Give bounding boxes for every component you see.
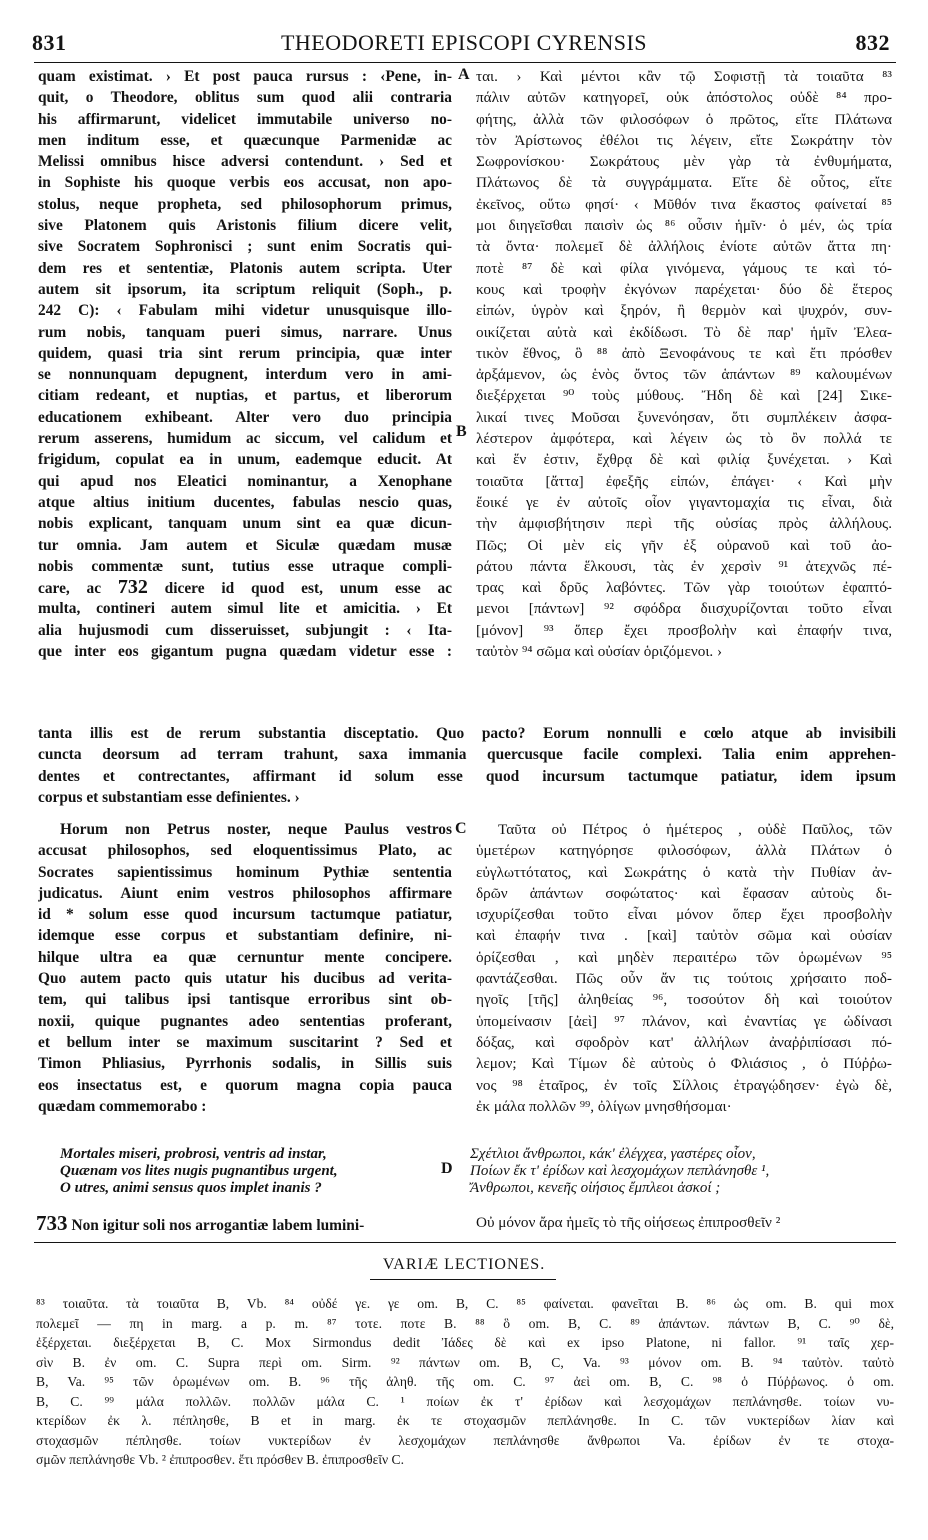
- latin-text-line: que inter eos gigantum pugna quædam videtur esse :: [38, 643, 452, 661]
- header-rule: [34, 62, 896, 63]
- greek-text-line: λέστερον ἀμφότερα, καὶ λέγειν ὡς τὸ ὂν πολλά τε: [476, 430, 892, 448]
- latin-text-line: id * solum esse quod incursum tactumque patiatur,: [38, 906, 452, 924]
- greek-text-line: Πλάτωνος δὲ τὰ συγγράμματα. Εἴτε δὲ οὗτος, εἴτε: [476, 174, 892, 192]
- variae-lectiones-heading: VARIÆ LECTIONES.: [382, 1256, 546, 1273]
- variant-reading-line: B, C. ⁹⁹ μάλα πολλῶν. πολλῶν μάλα C. ¹ ποίων ἐκ τ' ἐρίδων καὶ λεσχομάχων πεπλάνησθε. τοίων νυ-: [36, 1393, 894, 1409]
- greek-text-line: ράτου πάντα ἕλκουσι, τὰς ἐν χερσὶν ⁹¹ ἀτεχνῶς πέ-: [476, 557, 892, 575]
- greek-text-line: καὶ ἕν ἐστιν, ἔχθρᾳ δὲ καὶ φιλίᾳ ξυνέχεται. › Καὶ: [476, 451, 892, 469]
- column-number-733: 733: [36, 1211, 68, 1235]
- variant-reading-line: πολεμεῖ — πη in marg. a p. m. ⁸⁷ τοτε. ποτε B. ⁸⁸ ὃ om. B, C. ⁸⁹ ἁπάντων. πάντων B, C. ⁹⁰ δὲ,: [36, 1315, 894, 1331]
- latin-text-line: judicatus. Aiunt enim vestros philosophos affirmare: [38, 884, 452, 902]
- latin-text-line: quidem, quasi tria sint rerum principia, quæ inter: [38, 344, 452, 362]
- greek-text-line: νος ⁹⁸ ἑταῖρος, ἐν τοῖς Σίλλοις ἐτραγῴδησεν· ἐγὼ δὲ,: [476, 1076, 892, 1094]
- latin-text-line: nobis explicant, tanquam unum sint ea quæ dicun-: [38, 515, 452, 533]
- greek-text-line: λικαί τινες Μοῦσαι ξυνενόησαν, ὅτι συμπλέκειν ἀσφα-: [476, 408, 892, 426]
- greek-text-line: ται. › Καὶ μέντοι κἂν τῷ Σοφιστῇ τὰ τοιαῦτα ⁸³: [476, 68, 892, 85]
- latin-text-line: multa, contineri autem simul lite et amicitia. › Et: [38, 600, 452, 618]
- greek-text-line: πάλιν αὐτῶν κατηγορεῖ, οὐκ ἀπόστολος οὐδὲ ⁸⁴ προ-: [476, 89, 892, 107]
- greek-text-line: οικίζεται αὐτὰ καὶ ἐκδίδωσι. Τὸ δὲ παρ' ἡμῖν Ἐλεα-: [476, 323, 892, 341]
- variant-reading-line: ⁸³ τοιαῦτα. τὰ τοιαῦτα B, Vb. ⁸⁴ οὐδέ γε. γε om. B, C. ⁸⁵ φαίνεται. φανεῖται B. ⁸⁶ ὡς om. B. qui mox: [36, 1296, 894, 1311]
- greek-verse-line: Ἄνθρωποι, κενεῆς οἰήσιος ἔμπλεοι ἀσκοί ;: [470, 1180, 721, 1196]
- full-width-text-line: corpus et substantiam esse definientes. ›: [38, 788, 300, 806]
- page-number-right: 832: [855, 30, 890, 55]
- latin-text-line: stolus, neque propheta, sed philosophorum primus,: [38, 195, 452, 213]
- latin-verse-line: Mortales miseri, probrosi, ventris ad instar,: [60, 1146, 327, 1162]
- latin-text-line: nobis commentæ sunt, tutius esse utraque compli-: [38, 557, 452, 575]
- latin-text-line: [38, 577, 452, 598]
- latin-text-line: quædam commemorabo :: [38, 1097, 207, 1115]
- greek-text-line: [μόνον] ⁹³ ὅπερ ἔχει προσβολὴν καὶ ἐπαφήν τινα,: [476, 621, 892, 639]
- page-header: [0, 30, 928, 60]
- greek-final-line: Οὐ μόνον ἄρα ἡμεῖς τὸ τῆς οἰήσεως ἐπιπροσθεῖν ²: [476, 1214, 781, 1231]
- greek-text-line: ἀρξάμενον, ὡς ἑνὸς ὄντος τῶν ἁπάντων ⁸⁹ καλουμένων: [476, 366, 892, 384]
- greek-verse-line: Σχέτλιοι ἄνθρωποι, κάκ' ἐλέγχεα, γαστέρες οἷον,: [470, 1146, 756, 1162]
- margin-mark-a: A: [458, 66, 470, 83]
- greek-text-line: Πῶς; Οἱ μὲν εἰς γῆν ἐξ οὐρανοῦ καὶ τοῦ ἀο-: [476, 536, 892, 554]
- greek-text-line: κους καὶ τροφὴν ἐκγόνων παρέχεται· δύο δὲ ἕτερος: [476, 280, 892, 298]
- latin-column-2: [38, 819, 452, 1117]
- latin-text-line: tem, qui talibus ipsi tantisque erroribus sint ob-: [38, 991, 452, 1009]
- latin-text-line: in Sophiste his quoque verbis eos accusat, non apo-: [38, 174, 452, 192]
- greek-text-line: Ταῦτα οὐ Πέτρος ὁ ἡμέτερος , οὐδὲ Παῦλος, τῶν: [498, 821, 892, 838]
- latin-text-line: tur omnia. Jam autem et Siculæ quædam musæ: [38, 536, 452, 554]
- greek-text-line: ἐκ μάλα πολλῶν ⁹⁹, ὀλίγων μνησθήσομαι·: [476, 1097, 732, 1115]
- margin-mark-d: D: [441, 1160, 453, 1177]
- latin-text-line: frigidum, copulat ea in unum, eademque educit. At: [38, 451, 452, 469]
- latin-text-line: Quo autem pacto quis utatur his ducibus ad verita-: [38, 970, 452, 988]
- latin-text-line: dem res et sententiæ, Platonis autem scripta. Uter: [38, 259, 452, 277]
- variant-readings: [36, 1294, 894, 1470]
- variant-reading-line: σμῶν πεπλάνησθε Vb. ² ἐπιπροσθεν. ἔτι πρόσθεν B. ἐπιπροσθεῖν C.: [36, 1452, 405, 1467]
- greek-text-line: Σωφρονίσκου· Σωκράτους μὲν γὰρ τὰ ἐνθυμήματα,: [476, 153, 892, 171]
- latin-text-fragment: care, ac: [38, 580, 118, 598]
- latin-text-line: autem sit ipsorum, ita scriptum reliquit (Soph., p.: [38, 280, 452, 298]
- latin-text-line: qui apud nos Eleatici nominantur, a Xenophane: [38, 472, 452, 490]
- running-title: THEODORETI EPISCOPI CYRENSIS: [280, 30, 648, 55]
- greek-text-line: τρας καὶ δρῦς λαβόντες. Τῶν γὰρ τοιούτων ἐφαπτό-: [476, 579, 892, 597]
- latin-text-line: educationem exhibeant. Alter vero duo principia: [38, 408, 452, 426]
- variant-reading-line: B, Va. ⁹⁵ τῶν ὁρωμένων om. B. ⁹⁶ τῆς ἀληθ. τῆς om. C. ⁹⁷ ἀεὶ om. B, C. ⁹⁸ ὁ Πύῤῥωνος. ὁ om.: [36, 1374, 894, 1389]
- latin-text-line: alia hujusmodi cum disseruisset, subjungit : ‹ Ita-: [38, 621, 452, 639]
- latin-text-fragment: dicere id quod est, unum esse ac: [147, 580, 452, 598]
- greek-text-line: τὰ ὄντα· πολεμεῖ δὲ ἀλλήλοις ἐνίοτε αὐτῶν ἄττα πη·: [476, 238, 892, 256]
- greek-text-line: ποτὲ ⁸⁷ δὲ καὶ φίλα γινόμενα, γάμους τε καὶ τό-: [476, 259, 892, 277]
- full-width-text-line: dentes et contrectantes, affirmant id solum esse quod incursum tactumque patiatur, idem ipsum: [38, 767, 896, 785]
- latin-verse-line: O utres, animi sensus quos implet inanis ?: [60, 1180, 322, 1196]
- heading-underline: [370, 1279, 556, 1280]
- greek-text-line: φαντάζεσθαι. Πῶς οὖν ἄν τις τούτοις χρήσαιτο ποδ-: [476, 970, 892, 988]
- greek-text-line: τὸν Ἀρίστωνος ἐθέλοι τις λέγειν, εἴτε Σωκράτην τὸν: [476, 131, 892, 149]
- latin-text-line: noxii, quique pugnantes adeo sententias proferant,: [38, 1012, 452, 1030]
- latin-final-line: [36, 1211, 364, 1235]
- latin-text-line: rerum asserens, humidum ac siccum, vel calidum et: [38, 430, 452, 448]
- latin-text-line: Melissi omnibus hisce adversi contendunt. › Sed et: [38, 153, 452, 171]
- full-width-text-line: tanta illis est de rerum substantia disceptatio. Quo pacto? Eorum nonnulli e cœlo atque ab invisibili: [38, 725, 896, 742]
- greek-text-line: δόξας, καὶ σφοδρὸν κατ' ἀλλήλων ἀναῤῥιπίσασι πό-: [476, 1033, 892, 1051]
- greek-text-line: ηγοῖς [τῆς] ἀληθείας ⁹⁶, τοσούτον δὴ καὶ τοιούτον: [476, 991, 892, 1009]
- latin-text-line: 242 C): ‹ Fabulam mihi videtur unusquisque illo-: [38, 302, 452, 320]
- greek-text-line: δρῶν ἁπάντων σοφώτατος· καὶ ἔφασαν αὐτοὺς δι-: [476, 884, 892, 902]
- latin-text-line: hilque ultra ea quæ cernuntur mente concipere.: [38, 948, 452, 966]
- greek-verse-line: Ποίων ἔκ τ' ἐρίδων καὶ λεσχομάχων πεπλάνησθε ¹,: [470, 1163, 770, 1179]
- column-number-732: 732: [117, 577, 148, 599]
- latin-column-1: [38, 66, 452, 662]
- latin-text-line: his affirmarunt, videlicet immutabile universo no-: [38, 110, 452, 128]
- greek-text-line: τικὸν ἔθνος, ὃ ⁸⁸ ἀπὸ Ξενοφάνους τε καὶ ἔτι πρόσθεν: [476, 344, 892, 362]
- greek-text-line: μοι διηγεῖσθαι παισὶν ὡς ⁸⁶ οὖσιν ἡμῖν· ὁ μέν, ὡς τρία: [476, 217, 892, 235]
- greek-text-line: φήτης, ἀλλὰ τῶν φιλοσόφων ὁ πρῶτος, εἴτε Πλάτωνα: [476, 110, 892, 128]
- variant-reading-line: ἐξέρχεται. διεξέρχεται B, C. Mox Sirmondus dedit Ἰάδες δὲ καὶ ex ipso Platone, ni fallor. ⁹¹ ταῖς χερ-: [36, 1335, 894, 1350]
- greek-text-line: εἰπών, ὑγρὸν καὶ ξηρόν, ἢ θερμὸν καὶ ψυχρόν, συν-: [476, 302, 892, 320]
- latin-text-line: Horum non Petrus noster, neque Paulus vestros: [60, 821, 452, 838]
- greek-text-line: τὴν ἀμφισβήτησιν περὶ τῆς οὐσίας πρὸς ἀλλήλους.: [476, 515, 892, 533]
- greek-text-line: ὁρίζεσθαι , καὶ μηδὲν περαιτέρω τῶν ὁρωμένων ⁹⁵: [476, 948, 892, 966]
- margin-mark-b: B: [456, 423, 467, 440]
- latin-text-line: quam existimat. › Et post pauca rursus : ‹Pene, in-: [38, 68, 452, 85]
- footnote-rule: [34, 1242, 896, 1243]
- greek-text-line: διεξέρχεται ⁹⁰ τοὺς μύθους. Ἤδη δὲ καὶ [24] Σικε-: [476, 387, 892, 405]
- latin-text-line: sive Socratem Sophronisci ; sunt enim Socratis qui-: [38, 238, 452, 256]
- greek-text-line: ταὐτὸν ⁹⁴ σῶμα καὶ οὐσίαν ὁριζόμενοι. ›: [476, 643, 723, 661]
- greek-text-line: ἔοικέ γε ἐν αὐτοῖς οἷον γιγαντομαχία τις εἶναι, διὰ: [476, 493, 892, 511]
- latin-text-line: accusat philosophos, sed eloquentissimus Plato, ac: [38, 842, 452, 860]
- greek-text-line: μενοι [πάντων] ⁹² σφόδρα διισχυρίζονται τοῦτο εἶναι: [476, 600, 892, 618]
- latin-text-line: atque altius initium ducentes, fabulas nescio quas,: [38, 493, 452, 511]
- greek-verse: [470, 1146, 769, 1197]
- greek-text-line: τοιαῦτα [ἄττα] ἐφεξῆς εἰπών, ἐπάγει· ‹ Καὶ μὴν: [476, 472, 892, 490]
- greek-text-line: ὑπομείνασιν [ἀεὶ] ⁹⁷ πλάνον, καὶ ἐναντίας γε ὠδίνασι: [476, 1012, 892, 1030]
- greek-text-line: λεμον; Καὶ Τίμων δὲ αὐτοὺς ὁ Φλιάσιος , ὁ Πύῤῥω-: [476, 1055, 892, 1073]
- greek-text-line: εὐγλωττότατος, καὶ Σωκράτης ὁ κατὰ τὴν Πυθίαν ἀν-: [476, 863, 892, 881]
- latin-text-line: quit, o Theodore, oblitus sum quod alii contraria: [38, 89, 452, 107]
- latin-text-line: Socrates sapientissimus hominum Pythiæ sententia: [38, 863, 452, 881]
- latin-verse-line: Quænam vos lites nugis pugnantibus urgent,: [60, 1163, 338, 1179]
- greek-text-line: ἐκεῖνος, οὕτω φησί· ‹ Μῦθόν τινα ἕκαστος φαίνεταί ⁸⁵: [476, 195, 892, 213]
- latin-text-line: citiam redeant, et nuptias, et partus, et liberorum: [38, 387, 452, 405]
- full-width-text: [38, 723, 896, 808]
- greek-text-line: ὑμετέρων κατηγόρησε φιλοσόφων, ἀλλὰ Πλάτων ὁ: [476, 842, 892, 860]
- latin-text-line: sive Platonem quis Aristonis filium dicere velit,: [38, 217, 452, 235]
- latin-text-line: Timon Phliasius, Pyrrhonis sodalis, in Sillis suis: [38, 1055, 452, 1073]
- page-number-left: 831: [32, 30, 67, 55]
- latin-verse: [60, 1146, 338, 1197]
- full-width-text-line: cuncta deorsum ad terram trahunt, saxa immania quercusque facile complexi. Talia enim apprehen-: [38, 746, 896, 764]
- variant-reading-line: σὶν B. ἐν om. C. Supra περὶ om. Sirm. ⁹² πάντων om. B, C, Va. ⁹³ μόνον om. B. ⁹⁴ ταὐτὸν. ταὐτὸ: [36, 1354, 894, 1370]
- greek-text-line: ισχυρίζεσθαι τοῦτο εἶναι μόνον ὅπερ ἔχει προσβολὴν: [476, 906, 892, 924]
- latin-text-line: se nonnunquam depugnent, interdum vero in ami-: [38, 366, 452, 384]
- variant-reading-line: στοχασμῶν πέπλησθε. τοίων νυκτερίδων ἐν λεσχομάχων πεπλάνησθε ἄνθρωποι Va. ἐρίδων ἐν τε στοχα-: [36, 1432, 894, 1448]
- latin-text-line: eos insectatus est, e quorum magna copia pauca: [38, 1076, 452, 1094]
- latin-text-line: men inditum esse, et quæcunque Parmenidæ ac: [38, 131, 452, 149]
- greek-column-1: [476, 66, 892, 662]
- margin-mark-c: C: [455, 820, 467, 837]
- latin-text-line: et bellum inter se maximum suscitarint ? Sed et: [38, 1033, 452, 1051]
- latin-text-line: idemque esse corpus et substantiam definire, ni-: [38, 927, 452, 945]
- variant-reading-line: κτερίδων ἐκ λ. πέπλησθε, B et in marg. ἐκ τε στοχασμῶν πεπλάνησθε. In C. τῶν νυκτερίδων λίαν καὶ: [36, 1413, 894, 1428]
- greek-text-line: καὶ ἐπαφήν τινα . [καὶ] ταὐτὸν σῶμα καὶ οὐσίαν: [476, 927, 892, 945]
- greek-column-2: [476, 819, 892, 1117]
- latin-text-line: rum nobis, tanquam pueri simus, narrare. Unus: [38, 323, 452, 341]
- latin-final-text: Non igitur soli nos arrogantiæ labem lumini-: [71, 1217, 365, 1234]
